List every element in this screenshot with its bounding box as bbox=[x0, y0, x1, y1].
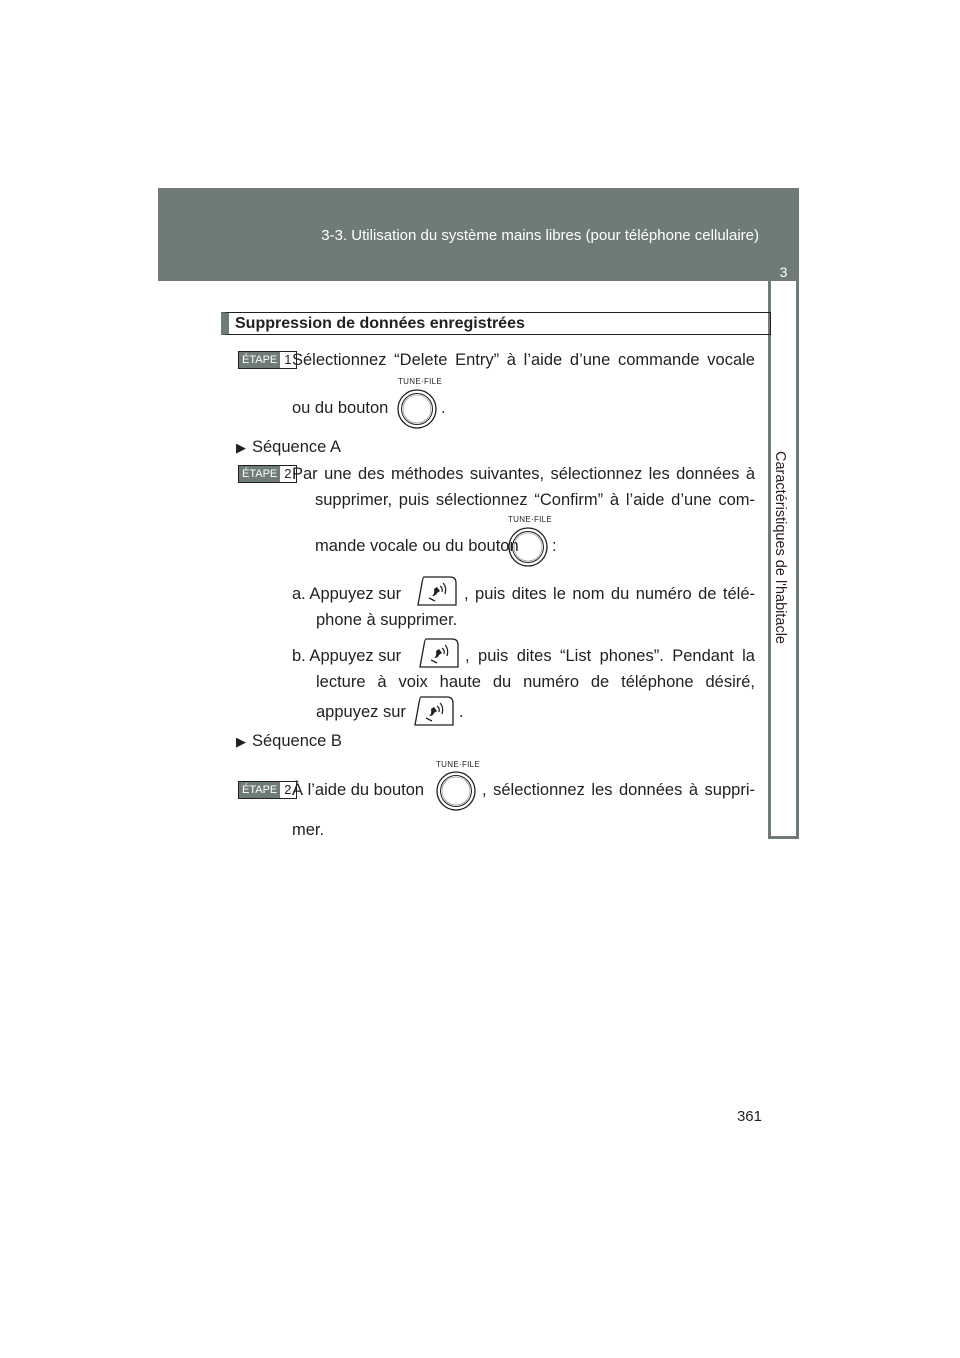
item-b-line2: lecture à voix haute du numéro de téléphone désiré, bbox=[316, 673, 755, 691]
step1-line2-start: ou du bouton bbox=[292, 399, 389, 417]
step-badge-2a bbox=[238, 465, 297, 483]
knob-label: TUNE·FILE bbox=[508, 515, 553, 524]
triangle-right-icon: ▶ bbox=[236, 440, 246, 455]
chapter-tab-edge-bottom bbox=[768, 836, 799, 839]
header-section-title: 3-3. Utilisation du système mains libres (pour téléphone cellulaire) bbox=[321, 227, 759, 244]
tune-file-knob-icon bbox=[436, 771, 476, 811]
item-b-line3-end: . bbox=[459, 703, 464, 721]
triangle-right-icon: ▶ bbox=[236, 734, 246, 749]
chapter-tab-edge-right bbox=[796, 281, 799, 839]
step2b-line2: mer. bbox=[292, 821, 325, 839]
step-badge-number: 2 bbox=[284, 782, 292, 797]
talk-switch-icon bbox=[418, 637, 460, 669]
step1-line1: Sélectionnez “Delete Entry” à l’aide d’une commande vocale bbox=[292, 351, 755, 369]
step2a-line2: supprimer, puis sélectionnez “Confirm” à l’aide d’une com- bbox=[315, 491, 755, 509]
step2b-line1-end: , sélectionnez les données à suppri- bbox=[482, 781, 755, 799]
step2a-line1: Par une des méthodes suivantes, sélectionnez les données à bbox=[292, 465, 755, 483]
sequence-a bbox=[236, 436, 341, 459]
tune-file-knob-icon bbox=[508, 527, 548, 567]
item-a-line1-end: , puis dites le nom du numéro de télé- bbox=[464, 585, 755, 603]
sequence-b-label: Séquence B bbox=[252, 732, 342, 750]
sequence-a-label: Séquence A bbox=[252, 438, 341, 456]
knob-label: TUNE·FILE bbox=[398, 377, 443, 386]
step1-line2-end: . bbox=[441, 399, 446, 417]
step-badge-number: 2 bbox=[284, 466, 292, 481]
section-title: Suppression de données enregistrées bbox=[221, 312, 771, 335]
step2b-line1-start: À l’aide du bouton bbox=[292, 781, 425, 799]
sequence-b bbox=[236, 730, 342, 753]
item-b-line3-start: appuyez sur bbox=[316, 703, 406, 721]
chapter-number: 3 bbox=[779, 264, 788, 280]
page-number: 361 bbox=[736, 1108, 762, 1125]
step-badge-1 bbox=[238, 351, 297, 369]
talk-switch-icon bbox=[416, 575, 458, 607]
item-b-line1-start: b. Appuyez sur bbox=[292, 647, 402, 665]
chapter-tab-edge-left bbox=[768, 281, 771, 839]
step-badge-2b bbox=[238, 781, 297, 799]
item-a-line1-start: a. Appuyez sur bbox=[292, 585, 402, 603]
step-badge-label: ÉTAPE bbox=[239, 352, 280, 368]
talk-switch-icon bbox=[413, 695, 455, 727]
step-badge-label: ÉTAPE bbox=[239, 782, 280, 798]
item-a-line2: phone à supprimer. bbox=[316, 611, 458, 629]
tune-file-knob-icon bbox=[397, 389, 437, 429]
item-b-line1-end: , puis dites “List phones”. Pendant la bbox=[465, 647, 755, 665]
header-bar bbox=[158, 188, 799, 281]
step-badge-label: ÉTAPE bbox=[239, 466, 280, 482]
step2a-line3-start: mande vocale ou du bouton bbox=[315, 537, 519, 555]
knob-label: TUNE·FILE bbox=[436, 760, 481, 769]
step2a-line3-end: : bbox=[552, 537, 557, 555]
step-badge-number: 1 bbox=[284, 352, 292, 367]
chapter-label: Caractéristiques de l'habitacle bbox=[772, 451, 788, 644]
